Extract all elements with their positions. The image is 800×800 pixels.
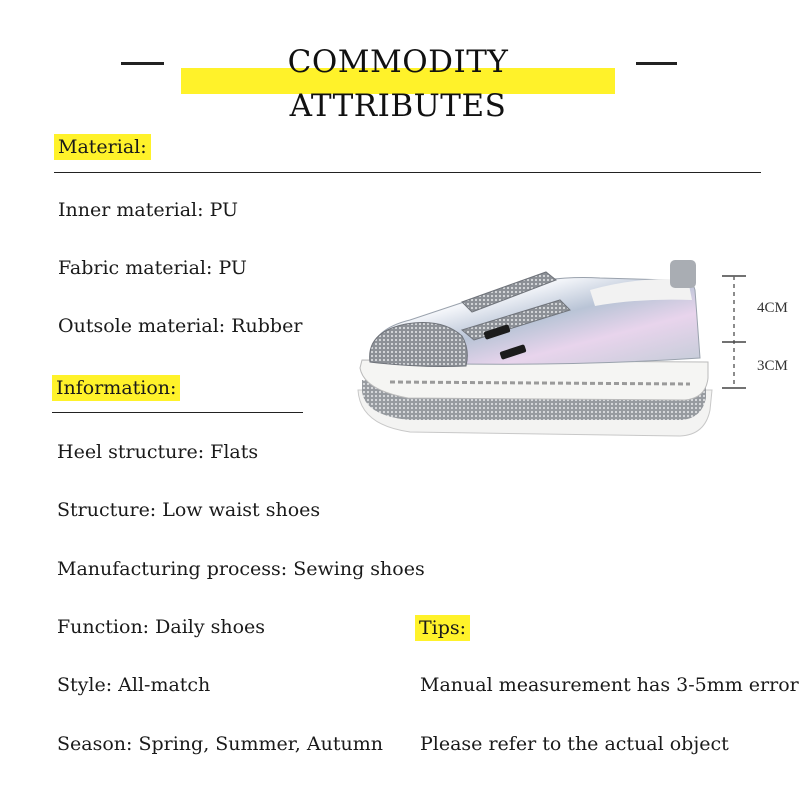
tips-label: Tips: — [415, 615, 470, 641]
tips-refer: Please refer to the actual object — [420, 733, 729, 755]
information-label: Information: — [52, 375, 180, 401]
dimension-markers — [716, 270, 746, 395]
dimension-upper: 4CM — [757, 300, 788, 316]
shoe-heel-tab — [670, 260, 696, 288]
dimension-sole: 3CM — [757, 358, 788, 374]
header — [0, 40, 800, 124]
info-function: Function: Daily shoes — [57, 616, 266, 638]
title-dash-left — [121, 62, 164, 65]
tips-error: Manual measurement has 3-5mm error — [420, 674, 799, 696]
page-title: COMMODITY ATTRIBUTES — [287, 44, 509, 124]
info-structure: Structure: Low waist shoes — [57, 499, 321, 521]
info-heel: Heel structure: Flats — [57, 441, 259, 463]
info-style: Style: All-match — [57, 674, 211, 696]
info-season: Season: Spring, Summer, Autumn — [57, 733, 383, 755]
information-divider — [52, 412, 303, 413]
title-dash-right — [636, 62, 677, 65]
material-label: Material: — [54, 134, 151, 160]
info-process: Manufacturing process: Sewing shoes — [57, 558, 425, 580]
material-inner: Inner material: PU — [58, 199, 239, 221]
material-fabric: Fabric material: PU — [58, 257, 247, 279]
material-outsole: Outsole material: Rubber — [58, 315, 303, 337]
shoe-toe-cap — [370, 323, 468, 367]
material-divider — [54, 172, 761, 173]
